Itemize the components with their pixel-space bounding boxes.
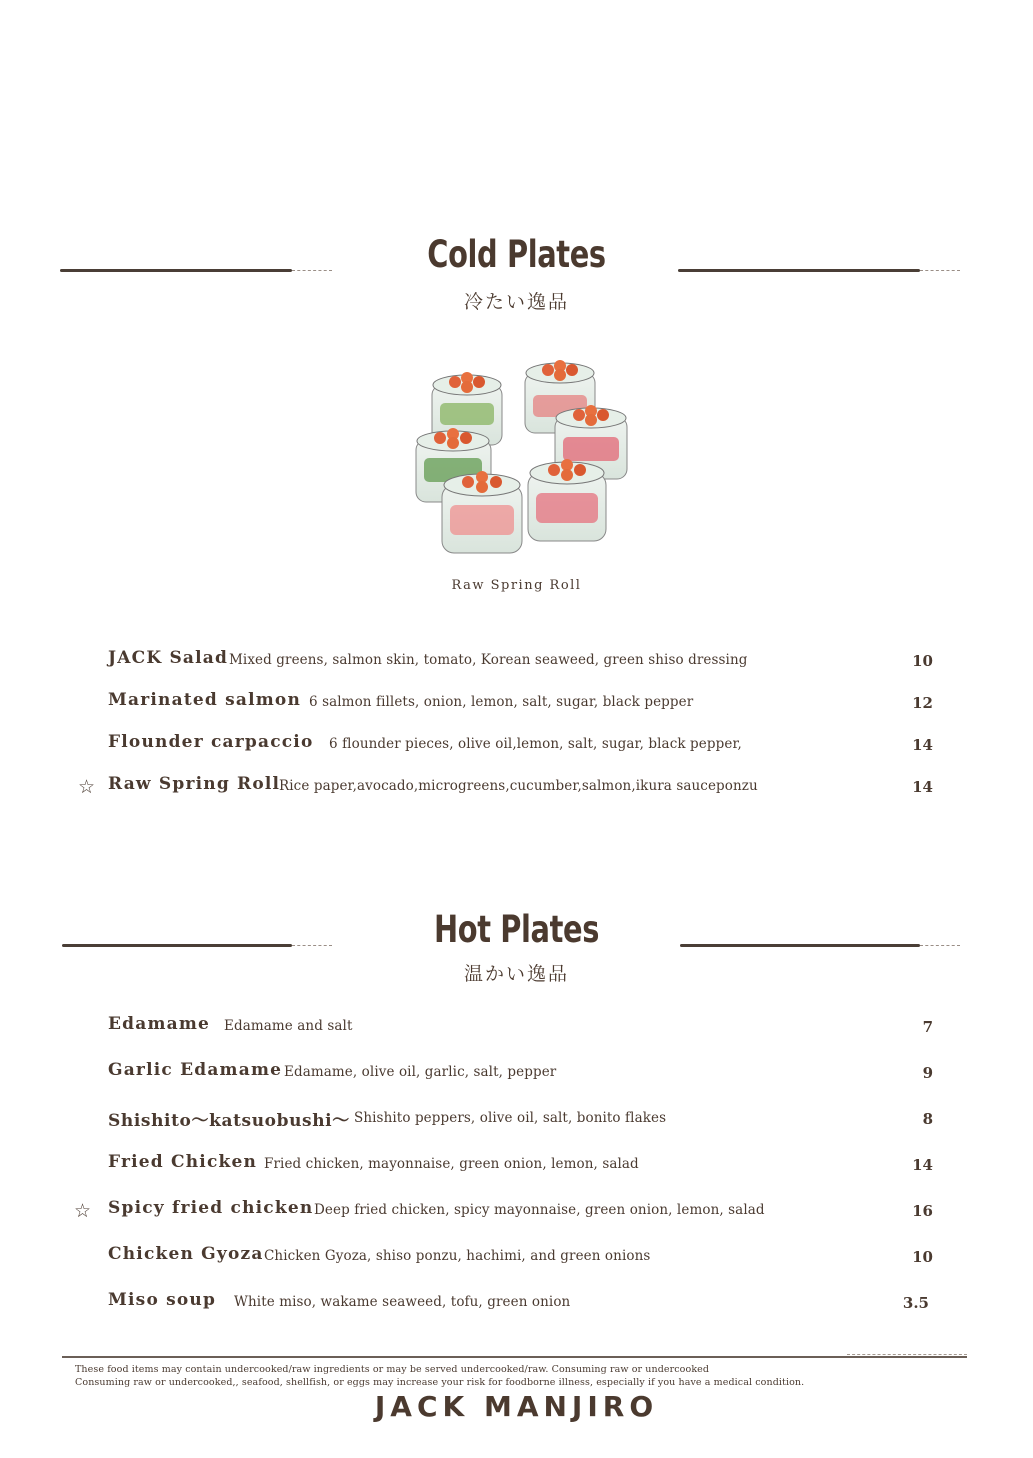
- menu-item: [0, 1014, 1033, 1044]
- menu-item: [0, 774, 1033, 804]
- hot-section-subtitle: 温かい逸品: [463, 963, 569, 985]
- menu-item: [0, 1244, 1033, 1274]
- menu-item: [0, 1290, 1033, 1320]
- item-description: Chicken Gyoza, shiso ponzu, hachimi, and green onions: [264, 1248, 651, 1264]
- roll-6: [528, 459, 606, 541]
- item-price: 12: [912, 694, 933, 712]
- item-name: Miso soup: [108, 1290, 217, 1310]
- menu-item: [0, 732, 1033, 762]
- hot-section-title: Hot Plates: [434, 908, 599, 951]
- item-price: 3.5: [902, 1294, 929, 1312]
- item-name: Garlic Edamame: [108, 1060, 283, 1080]
- featured-star-icon: ☆: [78, 776, 96, 798]
- item-price: 7: [922, 1018, 933, 1036]
- item-description: Rice paper,avocado,microgreens,cucumber,salmon,ikura sauceponzu: [279, 778, 758, 794]
- item-description: Edamame, olive oil, garlic, salt, pepper: [284, 1064, 557, 1080]
- item-price: 10: [912, 652, 933, 670]
- raw-spring-roll-illustration: [400, 355, 640, 570]
- cold-section-title: Cold Plates: [427, 233, 606, 276]
- footer-divider: [62, 1356, 967, 1358]
- item-description: White miso, wakame seaweed, tofu, green onion: [234, 1294, 571, 1310]
- item-price: 9: [922, 1064, 933, 1082]
- item-price: 8: [922, 1110, 933, 1128]
- item-description: Deep fried chicken, spicy mayonnaise, green onion, lemon, salad: [314, 1202, 765, 1218]
- disclaimer-line-1: These food items may contain undercooked/raw ingredients or may be served undercooked/raw. Consuming raw or undercooked: [75, 1364, 710, 1375]
- item-name: Marinated salmon: [108, 690, 302, 710]
- item-description: Fried chicken, mayonnaise, green onion, lemon, salad: [264, 1156, 639, 1172]
- item-price: 14: [912, 736, 933, 754]
- item-name: Raw Spring Roll: [108, 774, 281, 794]
- item-description: 6 flounder pieces, olive oil,lemon, salt, sugar, black pepper,: [329, 736, 742, 752]
- menu-item: [0, 1198, 1033, 1228]
- menu-item: [0, 648, 1033, 678]
- item-name: Chicken Gyoza: [108, 1244, 264, 1264]
- roll-5: [442, 471, 522, 553]
- disclaimer-line-2: Consuming raw or undercooked,, seafood, shellfish, or eggs may increase your risk for foodborne illness, especially if you have a medical condition.: [75, 1377, 805, 1388]
- item-name: JACK Salad: [108, 648, 229, 668]
- menu-item: [0, 1152, 1033, 1182]
- brand-wordmark: JACK MANJIRO: [374, 1390, 659, 1423]
- menu-item: [0, 1060, 1033, 1090]
- menu-item: [0, 1106, 1033, 1136]
- item-name: Fried Chicken: [108, 1152, 258, 1172]
- item-name: Spicy fried chicken: [108, 1198, 314, 1218]
- item-name: Edamame: [108, 1014, 211, 1034]
- cold-section-subtitle: 冷たい逸品: [463, 291, 569, 313]
- item-name: Flounder carpaccio: [108, 732, 314, 752]
- item-description: Shishito peppers, olive oil, salt, bonito flakes: [354, 1110, 667, 1126]
- item-description: Edamame and salt: [224, 1018, 353, 1034]
- illustration-caption: Raw Spring Roll: [451, 578, 582, 593]
- item-price: 14: [912, 778, 933, 796]
- item-description: 6 salmon fillets, onion, lemon, salt, sugar, black pepper: [309, 694, 694, 710]
- featured-star-icon: ☆: [74, 1200, 92, 1222]
- item-name: Shishito～katsuobushi～: [108, 1111, 350, 1131]
- menu-item: [0, 690, 1033, 720]
- item-description: Mixed greens, salmon skin, tomato, Korean seaweed, green shiso dressing: [229, 652, 748, 668]
- item-price: 14: [912, 1156, 933, 1174]
- item-price: 16: [912, 1202, 933, 1220]
- item-price: 10: [912, 1248, 933, 1266]
